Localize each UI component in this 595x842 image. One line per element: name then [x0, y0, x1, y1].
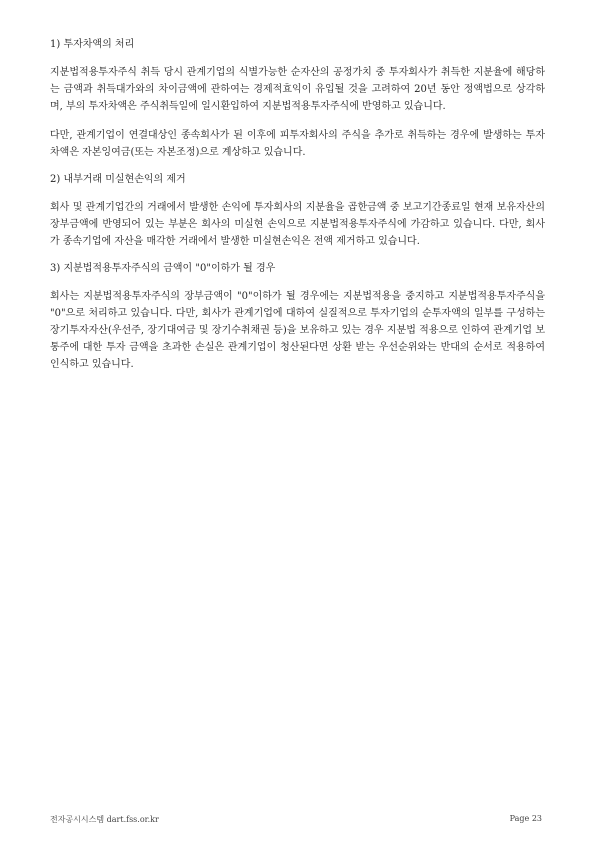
- document-body: [50, 38, 545, 373]
- section-1-heading: 1) 투자차액의 처리: [50, 39, 135, 50]
- footer-source: 전자공시시스템 dart.fss.or.kr: [50, 815, 159, 824]
- section-2-heading: 2) 내부거래 미실현손익의 제거: [50, 174, 186, 185]
- section-3-paragraph-1: 회사는 지분법적용투자주식의 장부금액이 "0"이하가 될 경우에는 지분법적용을 중지하고 지분법적용투자주식을 "0"으로 처리하고 있습니다. 다만, 회사가 관계기업에 대하여 실질적으로 투자기업의 순투자액의 일부를 구성하는 장기투자자산(우선주, 장기대여금 및 장기수취채권 등)을 보유하고 있는 경우 지분법 적용으로 인하여 관계기업 보통주에 대한 투자 금액을 초과한 손실은 관계기업이 청산된다면 상환 받는 우선순위와는 반대의 순서로 적용하여 인식하고 있습니다.: [50, 291, 545, 370]
- page-footer: [50, 814, 542, 825]
- section-3-heading: 3) 지분법적용투자주식의 금액이 "0"이하가 될 경우: [50, 263, 276, 274]
- footer-page-number: Page 23: [509, 814, 542, 823]
- section-2-paragraph-1: 회사 및 관계기업간의 거래에서 발생한 손익에 투자회사의 지분율을 곱한금액 중 보고기간종료일 현재 보유자산의 장부금액에 반영되어 있는 부분은 회사의 미실현 손익으로 지분법적용투자주식에 가감하고 있습니다. 다만, 회사가 종속기업에 자산을 매각한 거래에서 발생한 미실현손익은 전액 제거하고 있습니다.: [50, 202, 545, 247]
- section-1-paragraph-1: 지분법적용투자주식 취득 당시 관계기업의 식별가능한 순자산의 공정가치 중 투자회사가 취득한 지분율에 해당하는 금액과 취득대가와의 차이금액에 관하여는 경제적효익이 유입될 것을 고려하여 20년 동안 정액법으로 상각하며, 부의 투자차액은 주식취득일에 일시환입하여 지분법적용투자주식에 반영하고 있습니다.: [50, 67, 545, 112]
- section-1-paragraph-2: 다만, 관계기업이 연결대상인 종속회사가 된 이후에 피투자회사의 주식을 추가로 취득하는 경우에 발생하는 투자차액은 자본잉여금(또는 자본조정)으로 계상하고 있습니다.: [50, 130, 545, 158]
